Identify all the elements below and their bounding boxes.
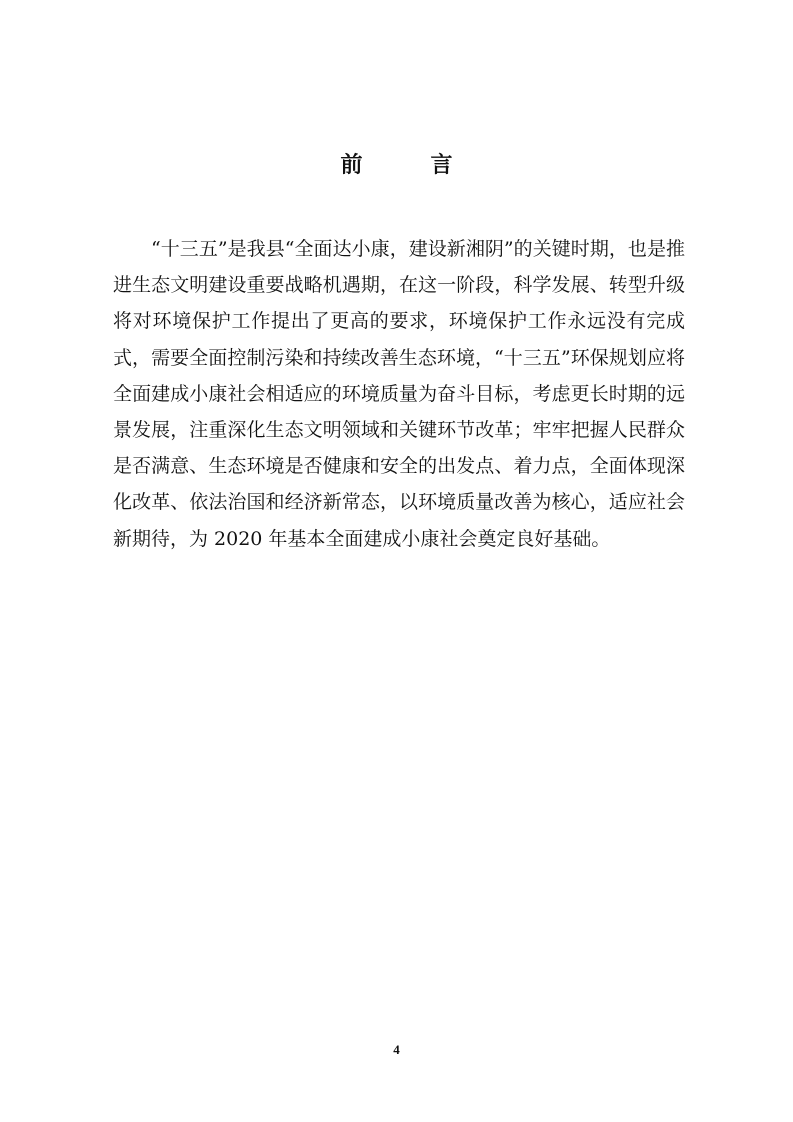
preface-paragraph: “十三五”是我县“全面达小康，建设新湘阴”的关键时期，也是推进生态文明建设重要战略机遇期，在这一阶段，科学发展、转型升级将对环境保护工作提出了更高的要求，环境保护工作永远没有完成式，需要全面控制污染和持续改善生态环境，“十三五”环保规划应将全面建成小康社会相适应的环境质量为奋斗目标，考虑更长时期的远景发展，注重深化生态文明领域和关键环节改革；牢牢把握人民群众是否满意、生态环境是否健康和安全的出发点、着力点，全面体现深化改革、依法治国和经济新常态，以环境质量改善为核心，适应社会新期待，为 2020 年基本全面建成小康社会奠定良好基础。 [113, 238, 685, 550]
page-number: 4 [393, 1042, 400, 1057]
title-char-first: 前 [340, 153, 363, 178]
page-title [0, 150, 793, 182]
title-char-second: 言 [430, 153, 453, 178]
